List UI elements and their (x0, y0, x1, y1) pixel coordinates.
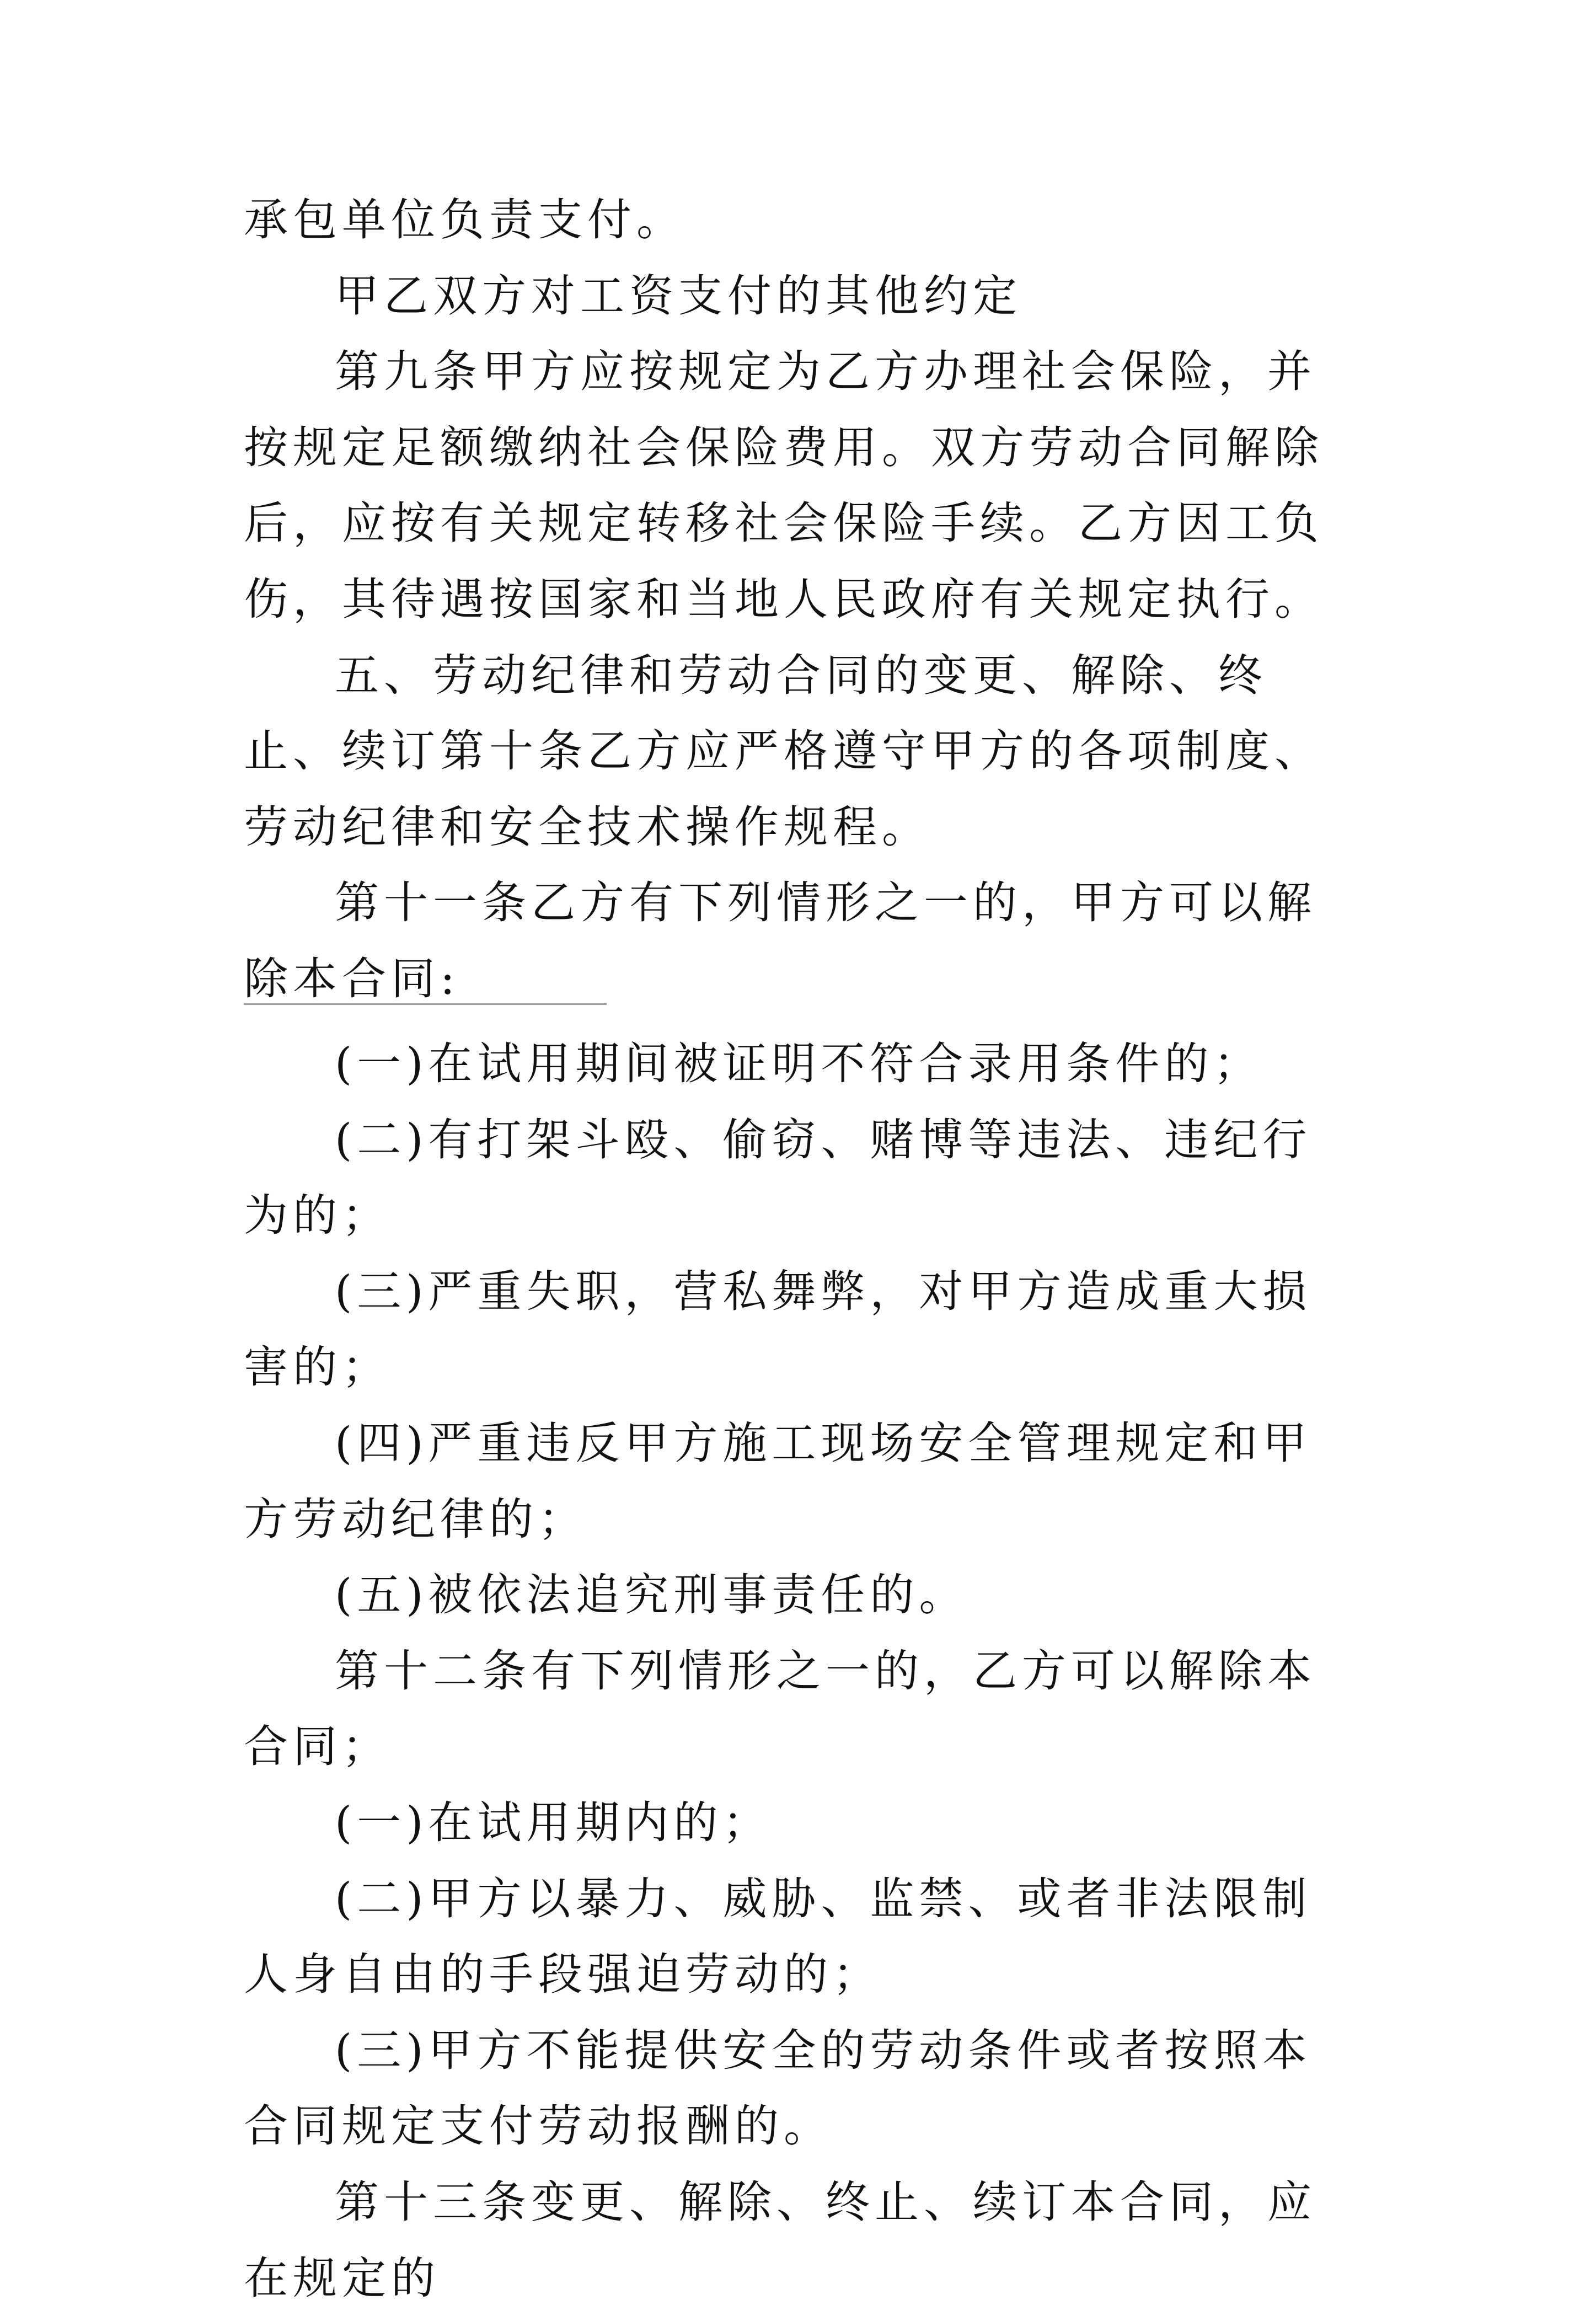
footnote-separator (244, 1003, 607, 1005)
paragraph: 第十一条乙方有下列情形之一的，甲方可以解除本合同: (244, 877, 1316, 1004)
paragraph: (二)有打架斗殴、偷窃、赌博等违法、违纪行为的； (244, 1114, 1312, 1242)
paragraph: 第十三条变更、解除、终止、续订本合同，应在规定的 (244, 2176, 1316, 2304)
paragraph: (三)严重失职，营私舞弊，对甲方造成重大损害的； (244, 1265, 1312, 1393)
paragraph: 五、劳动纪律和劳动合同的变更、解除、终止、续订第十条乙方应严格遵守甲方的各项制度、劳动纪律和安全技术操作规程。 (244, 649, 1324, 853)
text-block-top (244, 182, 1352, 1017)
paragraph: (二)甲方以暴力、威胁、监禁、或者非法限制人身自由的手段强迫劳动的； (244, 1873, 1312, 2001)
paragraph: 第十二条有下列情形之一的，乙方可以解除本合同； (244, 1645, 1316, 1773)
paragraph: 第九条甲方应按规定为乙方办理社会保险，并按规定足额缴纳社会保险费用。双方劳动合同解除后，应按有关规定转移社会保险手续。乙方因工负伤，其待遇按国家和当地人民政府有关规定执行。 (244, 346, 1324, 625)
text-block-bottom (244, 1026, 1352, 2316)
paragraph: (一)在试用期内的； (335, 1796, 772, 1848)
paragraph: (三)甲方不能提供安全的劳动条件或者按照本合同规定支付劳动报酬的。 (244, 2024, 1312, 2152)
paragraph: (四)严重违反甲方施工现场安全管理规定和甲方劳动纪律的； (244, 1417, 1312, 1545)
paragraph: (五)被依法追究刑事责任的。 (335, 1569, 968, 1621)
paragraph: 承包单位负责支付。 (244, 194, 685, 245)
paragraph: (一)在试用期间被证明不符合录用条件的； (335, 1038, 1263, 1089)
paragraph: 甲乙双方对工资支付的其他约定 (335, 270, 1022, 322)
